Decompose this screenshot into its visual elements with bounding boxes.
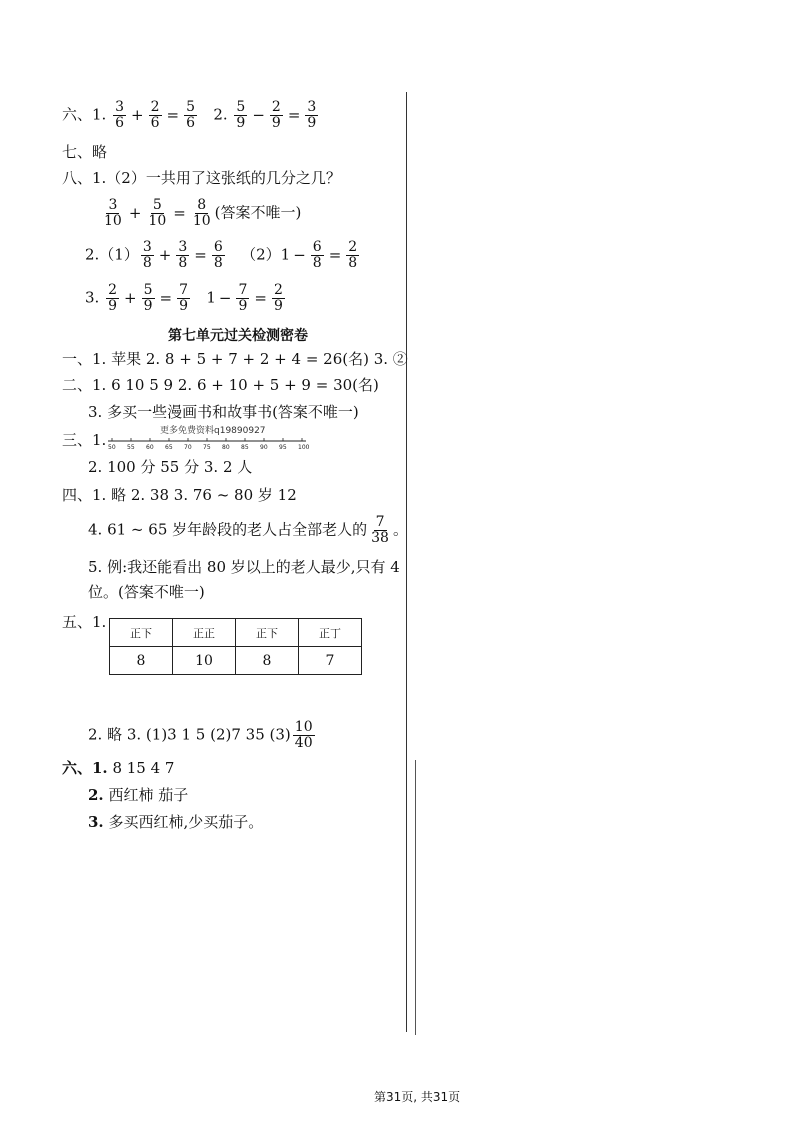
dot-plot-tick-label: 55 (127, 444, 135, 451)
dot-plot-tick-label: 50 (108, 444, 116, 451)
u6-line2: 2. 西红柿 茄子 (88, 786, 189, 804)
q8-line3: 3. $\frac{2}{9}$ + $\frac{5}{9}$ = $\frac{7}{9}$ 1 − $\frac{7}{9}$ = $\frac{2}{9}$ (85, 282, 283, 314)
tally-table (109, 618, 362, 675)
q8-line2: 2.（1） $\frac{3}{8}$ + $\frac{3}{8}$ = $\frac{6}{8}$ （2）1 − $\frac{6}{8}$ = $\frac{2}{8}$ (85, 239, 358, 271)
dot-plot-tick-label: 75 (203, 444, 211, 451)
dot-plot (108, 429, 308, 451)
count-cell: 8 (236, 647, 299, 675)
count-cell: 8 (110, 647, 173, 675)
dot-plot-tick-label: 95 (279, 444, 287, 451)
u3-label: 三、1. (62, 431, 107, 449)
dot-plot-tick-label: 80 (222, 444, 230, 451)
dot-plot-tick-label: 100 (298, 444, 310, 451)
tally-cell: 正下 (236, 619, 299, 647)
page-footer: 第31页, 共31页 (374, 1090, 461, 1104)
dot-plot-tick-label: 85 (241, 444, 249, 451)
u4-line5b: 位。(答案不唯一) (88, 583, 205, 601)
q8-line1: 八、1.（2）一共用了这张纸的几分之几？ (62, 169, 341, 187)
dot-plot-tick-label: 70 (184, 444, 192, 451)
dot-plot-tick-label: 65 (165, 444, 173, 451)
column-divider (406, 92, 407, 1032)
watermark-text: 更多免费资料q19890927 (160, 426, 266, 436)
u1-line: 一、1. 苹果 2. 8 + 5 + 7 + 2 + 4 = 26(名) 3. ② (62, 350, 408, 368)
count-cell: 7 (299, 647, 362, 675)
u5-label: 五、1. (62, 613, 107, 631)
u5-line2: 2. 略 3. (1)3 1 5 (2)7 35 (3) $\frac{10}{40}$ (88, 719, 313, 751)
tally-cell: 正丁 (299, 619, 362, 647)
q7-line: 七、略 (62, 143, 108, 161)
unit-title: 第七单元过关检测密卷 (168, 328, 308, 344)
q8-line1b: $\frac{3}{10}$ + $\frac{5}{10}$ = $\frac{8}{10}$ (答案不唯一) (104, 197, 302, 229)
u6-line3: 3. 多买西红柿,少买茄子。 (88, 813, 264, 831)
u2-line2: 3. 多买一些漫画书和故事书(答案不唯一) (88, 403, 359, 421)
tally-cell: 正正 (173, 619, 236, 647)
column-divider-lower (415, 760, 416, 1035)
dot-plot-tick-label: 60 (146, 444, 154, 451)
q6-line: 六、1. $\frac{3}{6}$ + $\frac{2}{6}$ = $\frac{5}{6}$ 2. $\frac{5}{9}$ − $\frac{2}{9}$ = $\frac{3}{9}$ (62, 99, 317, 131)
u6-line1: 六、1. 8 15 4 7 (62, 759, 175, 777)
u4-line1: 四、1. 略 2. 38 3. 76 ~ 80 岁 12 (62, 486, 297, 504)
u4-line4: 4. 61 ~ 65 岁年龄段的老人占全部老人的 $\frac{7}{38}$ 。 (88, 514, 408, 546)
u3-line2: 2. 100 分 55 分 3. 2 人 (88, 458, 253, 476)
count-cell: 10 (173, 647, 236, 675)
u2-line1: 二、1. 6 10 5 9 2. 6 + 10 + 5 + 9 = 30(名) (62, 376, 379, 394)
dot-plot-tick-label: 90 (260, 444, 268, 451)
u4-line5: 5. 例:我还能看出 80 岁以上的老人最少,只有 4 (88, 558, 400, 576)
tally-cell: 正下 (110, 619, 173, 647)
